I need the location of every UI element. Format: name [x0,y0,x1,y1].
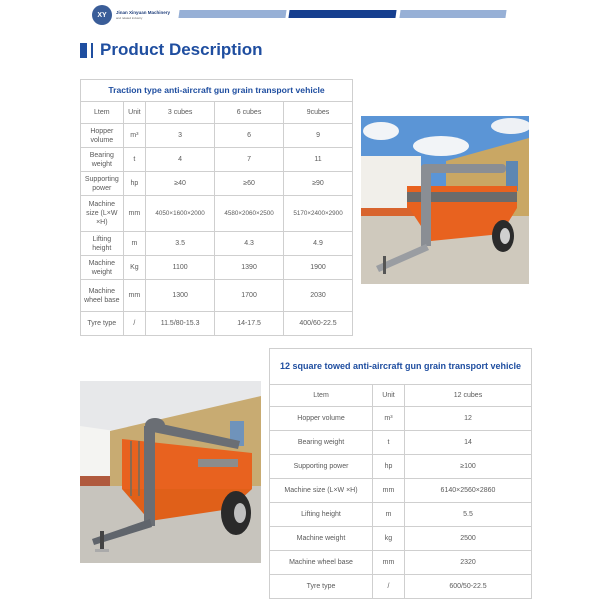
row-value: 6 [215,124,284,148]
row-item: Hopper volume [270,407,373,431]
table-row [81,124,353,148]
table-row [270,455,532,479]
company-name: Jinan Xinyuan Machinery [116,10,171,15]
logo-initials: XY [97,11,107,19]
row-unit: t [373,431,405,455]
table-title: Traction type anti-aircraft gun grain transport vehicle [81,80,353,102]
row-unit: m [123,232,146,256]
row-value: 1300 [146,280,215,312]
row-item: Machine size (L×W ×H) [81,196,124,232]
table-row [81,256,353,280]
table-row [81,172,353,196]
table-row [270,575,532,599]
row-value: 400/60-22.5 [284,312,353,336]
table-title: 12 square towed anti-aircraft gun grain transport vehicle [270,349,532,385]
row-unit: / [123,312,146,336]
grain-cart-photo-large [80,381,261,563]
row-unit: m³ [373,407,405,431]
row-unit: mm [123,196,146,232]
row-item: Tyre type [81,312,124,336]
row-value: 5.5 [405,503,532,527]
row-value: ≥100 [405,455,532,479]
row-unit: Kg [123,256,146,280]
row-value: 600/50-22.5 [405,575,532,599]
row-value: 11 [284,148,353,172]
heading-accent-line [91,43,93,58]
grain-cart-illustration [80,381,261,563]
row-item: Machine wheel base [270,551,373,575]
row-value: 1100 [146,256,215,280]
row-item: Supporting power [270,455,373,479]
page-heading [80,40,262,60]
row-item: Machine wheel base [81,280,124,312]
column-header: 9cubes [284,102,353,124]
column-header: 12 cubes [405,385,532,407]
table-row [270,479,532,503]
row-unit: mm [373,551,405,575]
logo-text [116,10,170,20]
table-row [81,196,353,232]
row-value: 1900 [284,256,353,280]
row-item: Lifting height [81,232,124,256]
row-unit: / [373,575,405,599]
row-unit: m [373,503,405,527]
page-title: Product Description [100,40,263,59]
column-header: 3 cubes [146,102,215,124]
row-value: 4050×1600×2000 [146,196,215,232]
row-unit: mm [373,479,405,503]
row-value: 3.5 [146,232,215,256]
row-value: 12 [405,407,532,431]
row-unit: hp [123,172,146,196]
row-item: Tyre type [270,575,373,599]
row-item: Machine weight [270,527,373,551]
row-value: 2500 [405,527,532,551]
row-value: ≥40 [146,172,215,196]
row-unit: kg [373,527,405,551]
column-header: Unit [373,385,405,407]
column-header: 6 cubes [215,102,284,124]
company-badge-icon [92,5,112,25]
row-item: Hopper volume [81,124,124,148]
table-row [270,503,532,527]
table-row [270,407,532,431]
table-row [81,312,353,336]
row-value: 1390 [215,256,284,280]
decor-bar-3 [399,10,506,18]
decor-bar-2 [288,10,396,18]
row-value: 4.9 [284,232,353,256]
decor-bar-1 [178,10,286,18]
row-item: Machine weight [81,256,124,280]
table-row [81,280,353,312]
row-value: 2320 [405,551,532,575]
row-value: 2030 [284,280,353,312]
row-value: ≥60 [215,172,284,196]
row-value: 14 [405,431,532,455]
row-item: Machine size (L×W ×H) [270,479,373,503]
row-value: ≥90 [284,172,353,196]
row-value: 14-17.5 [215,312,284,336]
spec-table-12-square [269,348,532,599]
company-subtitle: and related industry [116,16,143,20]
grain-cart-illustration [361,116,529,284]
table-row [270,431,532,455]
row-value: 1700 [215,280,284,312]
row-unit: hp [373,455,405,479]
column-header: Ltem [270,385,373,407]
row-unit: t [123,148,146,172]
row-value: 4 [146,148,215,172]
row-value: 9 [284,124,353,148]
row-item: Bearing weight [270,431,373,455]
row-value: 6140×2560×2860 [405,479,532,503]
table-row [81,232,353,256]
column-header: Ltem [81,102,124,124]
row-value: 4.3 [215,232,284,256]
row-unit: mm [123,280,146,312]
company-logo [92,4,182,26]
heading-accent-block [80,43,87,58]
row-value: 7 [215,148,284,172]
table-row [270,527,532,551]
row-value: 5170×2400×2900 [284,196,353,232]
row-item: Supporting power [81,172,124,196]
row-unit: m³ [123,124,146,148]
grain-cart-photo-small [361,116,529,284]
row-item: Bearing weight [81,148,124,172]
row-value: 11.5/80-15.3 [146,312,215,336]
table-row [81,148,353,172]
table-row [270,551,532,575]
row-item: Lifting height [270,503,373,527]
row-value: 4580×2060×2500 [215,196,284,232]
column-header: Unit [123,102,146,124]
row-value: 3 [146,124,215,148]
spec-table-traction [80,79,353,336]
